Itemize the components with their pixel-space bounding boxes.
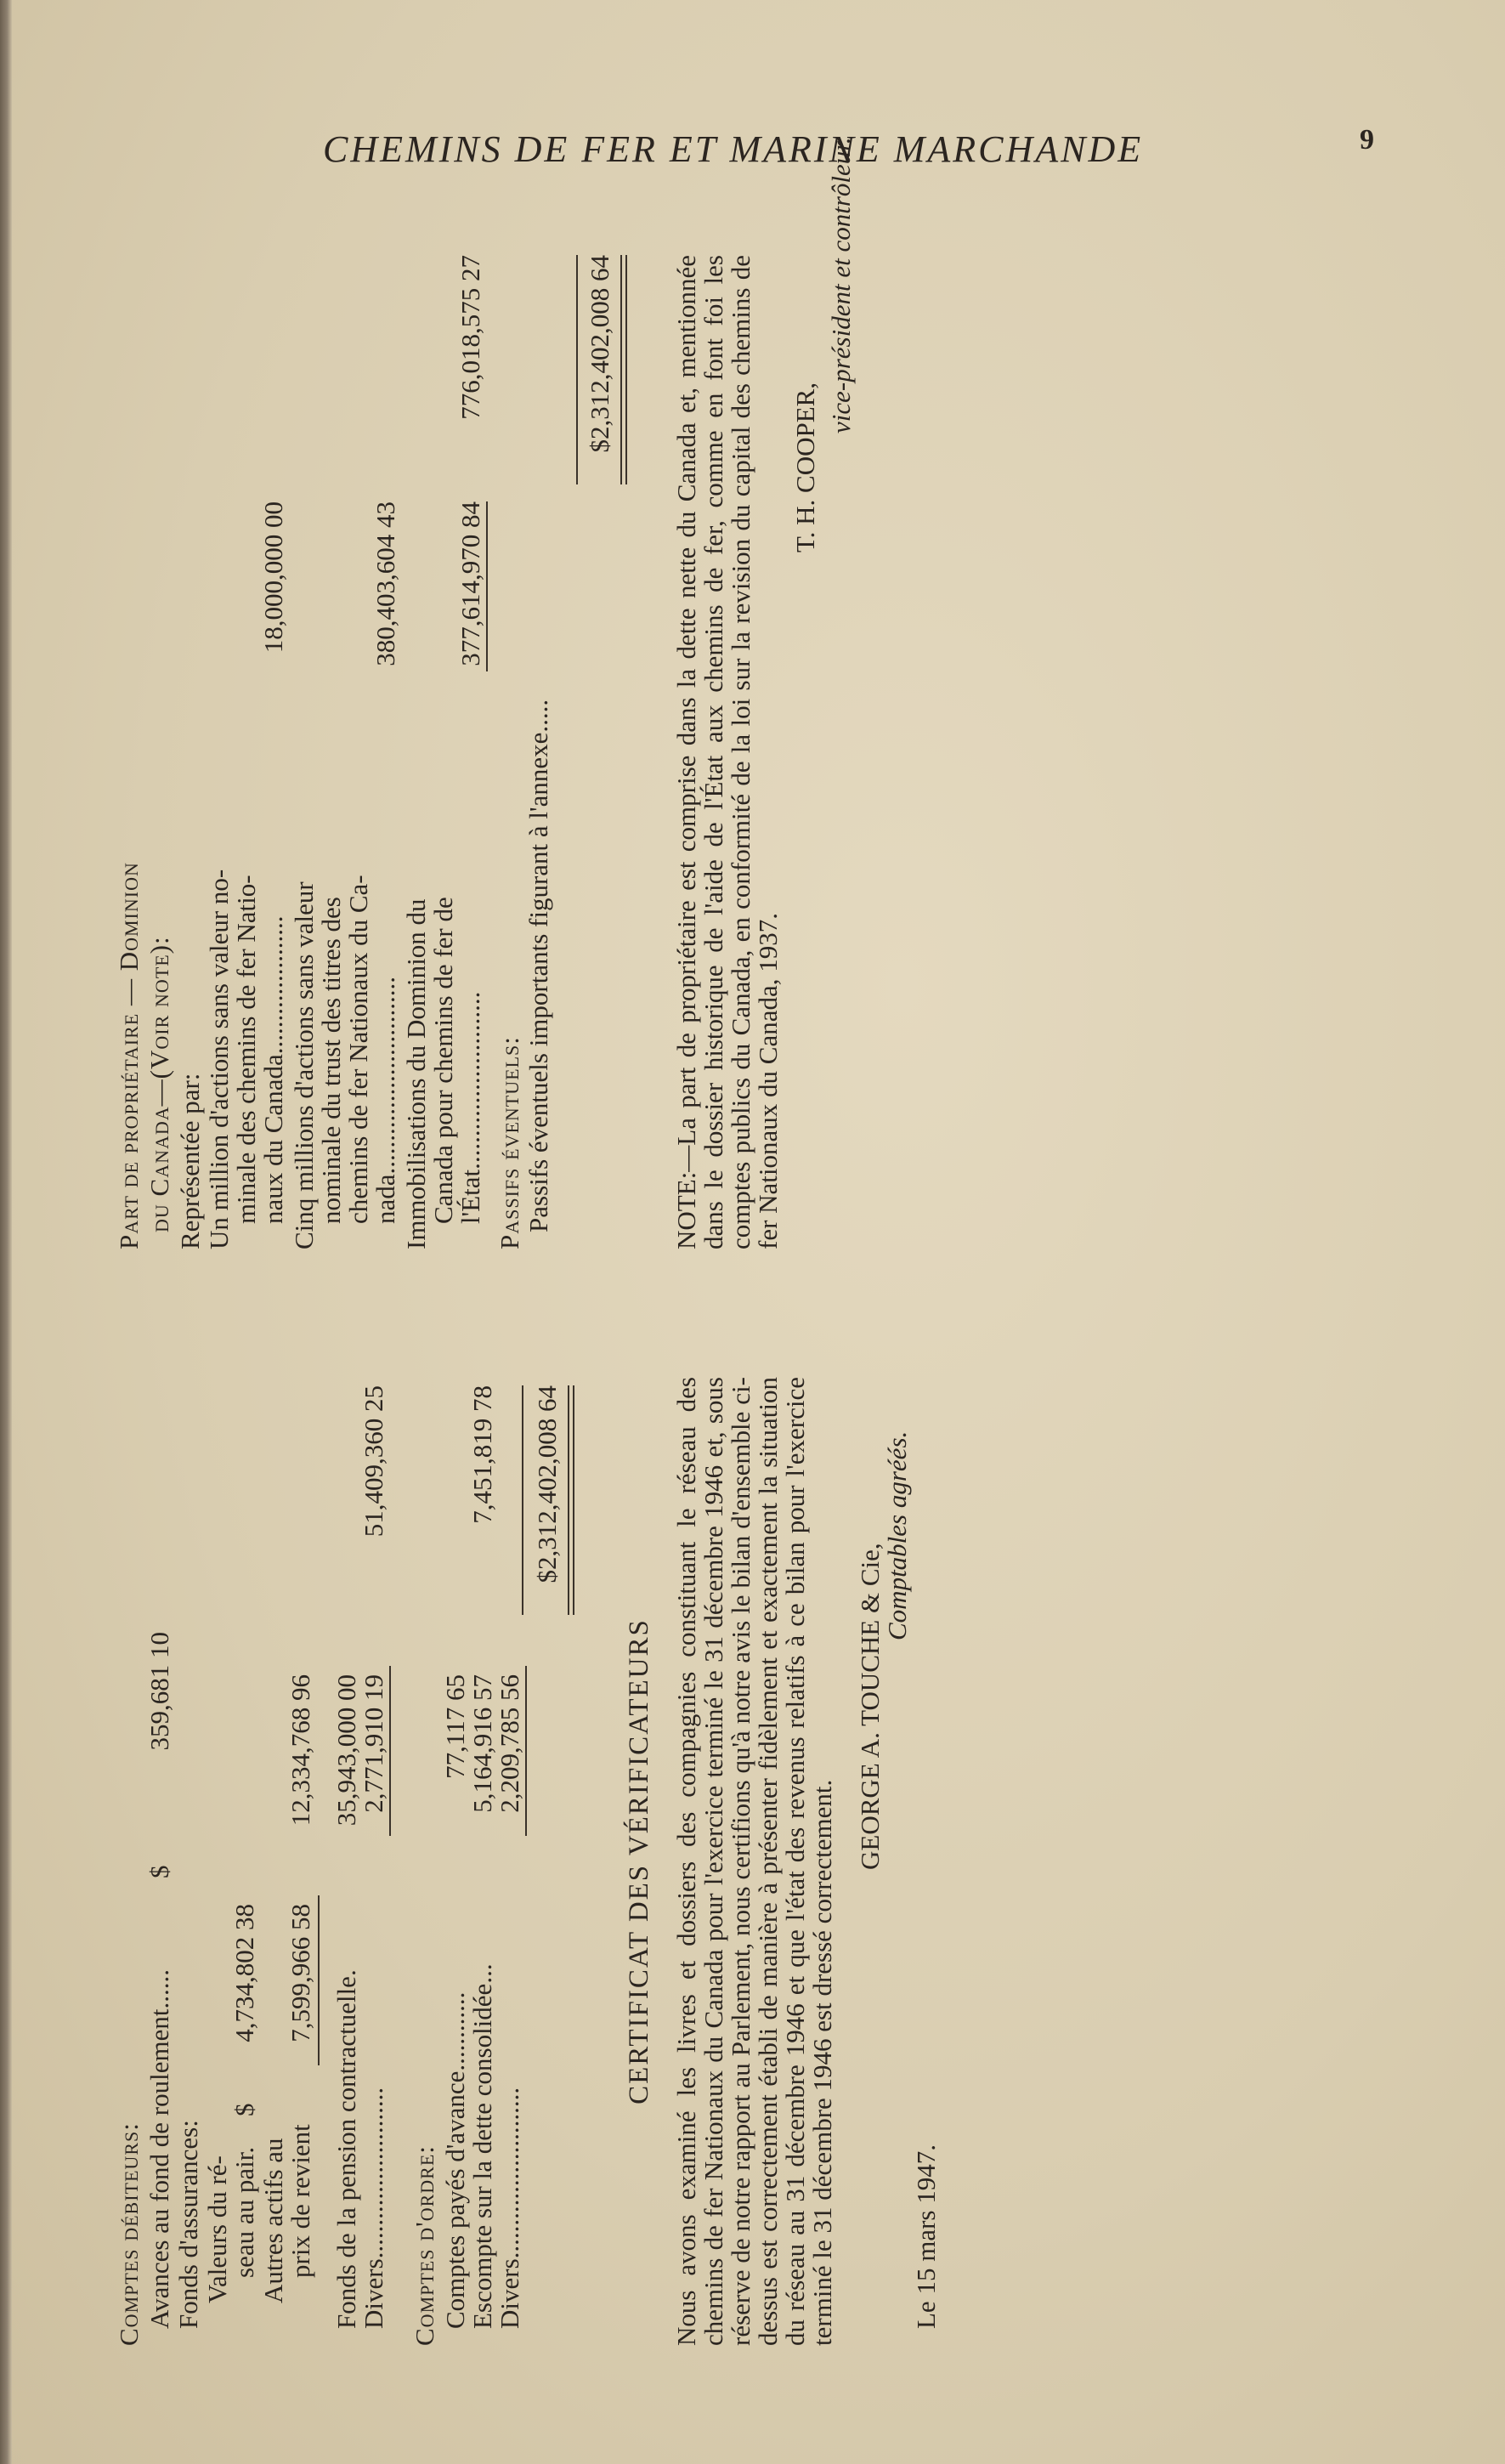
million-value: 18,000,000 00 xyxy=(258,501,288,654)
immo-line-3: l'État........................... xyxy=(455,991,485,1224)
certificat-date: Le 15 mars 1947. xyxy=(911,2144,941,2329)
avances-value: 359,681 10 xyxy=(144,1632,174,1751)
grand-total-double-rule xyxy=(568,1385,574,1615)
assurances-total: 12,334,768 96 xyxy=(286,1674,315,1827)
passifs-heading: Passifs éventuels: xyxy=(495,1036,524,1249)
divers-2-value: 2,209,785 56 xyxy=(495,1674,524,1813)
pension-label: Fonds de la pension contractuelle. xyxy=(331,1969,361,2329)
avances-currency: $ xyxy=(144,1865,174,1878)
subtotal-rule xyxy=(486,501,488,671)
divers-1-label: Divers.......................... xyxy=(359,2087,388,2329)
million-line-1: Un million d'actions sans valeur no- xyxy=(204,869,234,1249)
payes-value: 77,117 65 xyxy=(440,1674,470,1779)
comptes-debiteurs-heading: Comptes débiteurs: xyxy=(114,2122,144,2346)
cinq-value: 380,403,604 43 xyxy=(371,501,400,666)
valeurs-currency: $ xyxy=(229,2103,259,2116)
immo-line-1: Immobilisations du Dominion du xyxy=(401,898,431,1249)
right-grand-total: $2,312,402,008 64 xyxy=(585,255,614,453)
cinq-line-4: nada.............................. xyxy=(371,976,400,1224)
comptes-ordre-heading: Comptes d'ordre: xyxy=(410,2145,439,2346)
valeurs-label-2: seau au pair. xyxy=(229,2146,259,2278)
cinq-line-2: nominale du trust des titres des xyxy=(316,897,346,1224)
total-rule xyxy=(576,255,578,484)
part-proprietaire-heading-2: du Canada—(Voir note): xyxy=(144,936,174,1232)
avances-label: Avances au fond de roulement...... xyxy=(144,1969,174,2329)
subtotal-rule xyxy=(525,1666,527,1836)
running-header: CHEMINS DE FER ET MARINE MARCHANDE xyxy=(323,128,1144,170)
escompte-label: Escompte sur la dette consolidée... xyxy=(467,1963,497,2329)
note-signatory: T. H. COOPER, xyxy=(790,382,820,552)
certificat-title: CERTIFICAT DES VÉRIFICATEURS xyxy=(624,1618,654,2104)
fonds-assurances-label: Fonds d'assurances: xyxy=(173,2120,203,2329)
note-body: NOTE:—La part de propriétaire est comprise dans la dette nette du Canada et, mentionnée dans le dossier historique de l'aide de l'État aux chemins de fer, comme en font foi les comptes publics du Canada, en conformité de la loi sur la revision du capital des chemins de fer Nationaux du Canada, 1937. xyxy=(671,255,783,1249)
autres-value: 7,599,966 58 xyxy=(286,1904,315,2042)
autres-label-2: prix de revient xyxy=(286,2124,315,2278)
pension-value: 35,943,000 00 xyxy=(331,1674,361,1827)
passifs-line: Passifs éventuels importants figurant à l'annexe..... xyxy=(523,699,553,1232)
group-2-total: 7,451,819 78 xyxy=(467,1385,497,1524)
left-grand-total: $2,312,402,008 64 xyxy=(532,1385,562,1583)
part-total: 776,018,575 27 xyxy=(455,255,485,420)
group-1-total: 51,409,360 25 xyxy=(359,1385,388,1538)
divers-2-label: Divers.......................... xyxy=(495,2087,524,2329)
valeurs-value: 4,734,802 38 xyxy=(229,1904,259,2042)
represente-label: Représentée par: xyxy=(175,1073,205,1249)
note-signatory-title: vice-président et contrôleur. xyxy=(826,137,856,433)
divers-1-value: 2,771,910 19 xyxy=(359,1674,388,1813)
certificat-signatory-title: Comptables agréés. xyxy=(882,1430,912,1640)
escompte-value: 5,164,916 57 xyxy=(467,1674,497,1813)
autres-label-1: Autres actifs au xyxy=(258,2138,288,2303)
cinq-line-1: Cinq millions d'actions sans valeur xyxy=(289,881,319,1249)
immo-line-2: Canada pour chemins de fer de xyxy=(428,897,458,1224)
total-rule xyxy=(522,1385,523,1615)
grand-total-double-rule xyxy=(620,255,627,484)
payes-label: Comptes payés d'avance............ xyxy=(440,1991,470,2329)
book-spine xyxy=(0,0,12,2464)
certificat-body: Nous avons examiné les livres et dossiers des compagnies constituant le réseau des chemins de fer Nationaux du Canada pour l'exercice terminé le 31 décembre 1946 et, sous réserve de notre rapport au Parlement, nous certifions qu'à notre avis le bilan d'ensemble ci-dessus est correctement établi de manière à présenter fidèlement et exactement la situation du réseau au 31 décembre 1946 et que l'état des revenus relatifs à ce bilan pour l'exercice terminé le 31 décembre 1946 est dressé correctement. xyxy=(671,1377,837,2346)
page-number: 9 xyxy=(1360,124,1374,156)
part-proprietaire-heading-1: Part de propriétaire — Dominion xyxy=(114,862,144,1249)
subtotal-rule xyxy=(318,1895,320,2065)
immo-value: 377,614,970 84 xyxy=(455,501,485,666)
valeurs-label-1: Valeurs du ré- xyxy=(202,2155,232,2303)
million-line-2: minale des chemins de fer Natio- xyxy=(231,875,261,1224)
certificat-signatory: GEORGE A. TOUCHE & Cie, xyxy=(855,1543,885,1870)
million-line-3: naux du Canada..................... xyxy=(258,915,288,1224)
subtotal-rule xyxy=(389,1666,391,1836)
cinq-line-3: chemins de fer Nationaux du Ca- xyxy=(343,875,373,1224)
